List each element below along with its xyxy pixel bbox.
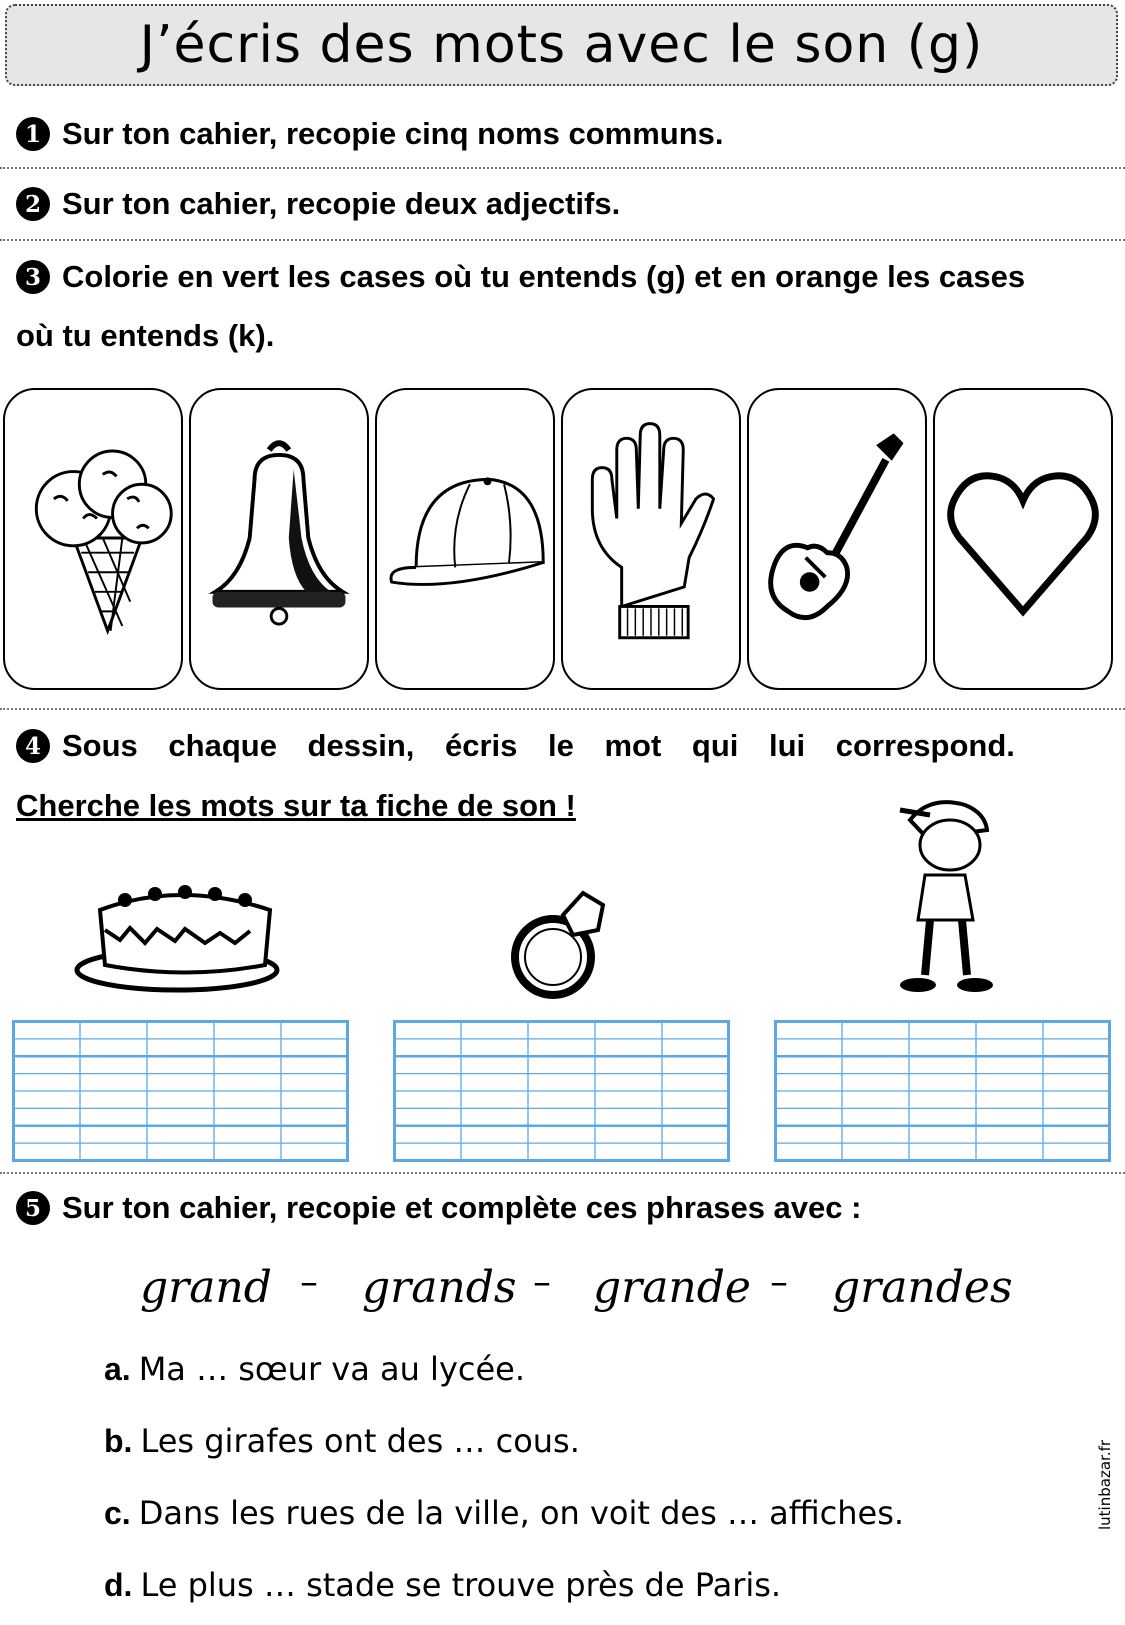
sentence-text: Dans les rues de la ville, on voit des … affiches. xyxy=(138,1494,905,1532)
guitar-icon xyxy=(749,390,925,688)
separator xyxy=(0,1172,1125,1174)
boy-icon xyxy=(890,790,1000,1000)
color-card-3[interactable] xyxy=(375,388,555,690)
ice-cream-icon xyxy=(5,390,181,688)
sentence-text: Le plus … stade se trouve près de Paris. xyxy=(140,1566,782,1604)
exercise-1-instruction: Sur ton cahier, recopie cinq noms communs. xyxy=(62,116,724,151)
word-option: grands xyxy=(362,1262,517,1313)
sentence-letter: d. xyxy=(104,1567,133,1603)
cake-icon xyxy=(70,870,285,995)
sentence-b xyxy=(104,1422,580,1460)
color-card-2[interactable] xyxy=(189,388,369,690)
exercise-4-instruction: Sous chaque dessin, écris le mot qui lui correspond. xyxy=(62,728,1015,763)
separator xyxy=(0,708,1125,710)
sentence-c xyxy=(104,1494,904,1532)
sentence-d xyxy=(104,1566,781,1604)
heart-icon xyxy=(935,390,1111,688)
writing-grid-3[interactable] xyxy=(774,1020,1111,1162)
grid-lines xyxy=(774,1020,1111,1162)
exercise-3-instruction: Colorie en vert les cases où tu entends (g) et en orange les cases xyxy=(62,259,1026,294)
cap-icon xyxy=(377,390,553,688)
word-separator: – xyxy=(533,1262,551,1303)
sentence-letter: b. xyxy=(104,1423,133,1459)
color-card-4[interactable] xyxy=(561,388,741,690)
title-banner xyxy=(5,4,1118,86)
glove-icon xyxy=(563,390,739,688)
separator xyxy=(0,167,1125,169)
bell-icon xyxy=(191,390,367,688)
sentence-text: Les girafes ont des … cous. xyxy=(140,1422,580,1460)
sentence-letter: c. xyxy=(104,1495,131,1531)
exercise-number: 2 xyxy=(16,187,50,221)
writing-grid-1[interactable] xyxy=(12,1020,349,1162)
word-separator: – xyxy=(770,1262,788,1303)
writing-grid-2[interactable] xyxy=(393,1020,730,1162)
exercise-2 xyxy=(16,186,620,222)
color-card-1[interactable] xyxy=(3,388,183,690)
ring-icon xyxy=(508,885,608,1000)
watermark: lutinbazar.fr xyxy=(1096,1439,1114,1530)
sentence-a xyxy=(104,1350,525,1388)
exercise-1 xyxy=(16,116,724,152)
exercise-number: 4 xyxy=(16,729,50,763)
exercise-number: 5 xyxy=(16,1191,50,1225)
grid-lines xyxy=(393,1020,730,1162)
sentence-text: Ma … sœur va au lycée. xyxy=(138,1350,526,1388)
exercise-3 xyxy=(16,259,1025,295)
exercise-2-instruction: Sur ton cahier, recopie deux adjectifs. xyxy=(62,186,621,221)
exercise-number: 3 xyxy=(16,260,50,294)
grid-lines xyxy=(12,1020,349,1162)
word-option: grand xyxy=(140,1262,272,1313)
sentence-letter: a. xyxy=(104,1351,131,1387)
word-option: grandes xyxy=(832,1262,1013,1313)
exercise-5-instruction: Sur ton cahier, recopie et complète ces phrases avec : xyxy=(62,1190,862,1225)
exercise-4 xyxy=(16,728,1108,764)
exercise-4-hint: Cherche les mots sur ta fiche de son ! xyxy=(16,788,576,823)
exercise-3-instruction-line-2: où tu entends (k). xyxy=(16,318,275,353)
exercise-number: 1 xyxy=(16,117,50,151)
color-card-5[interactable] xyxy=(747,388,927,690)
word-option: grande xyxy=(593,1262,751,1313)
separator xyxy=(0,239,1125,241)
page-title: J’écris des mots avec le son (g) xyxy=(139,15,984,75)
exercise-5 xyxy=(16,1190,861,1226)
color-card-6[interactable] xyxy=(933,388,1113,690)
word-separator: – xyxy=(300,1262,318,1303)
